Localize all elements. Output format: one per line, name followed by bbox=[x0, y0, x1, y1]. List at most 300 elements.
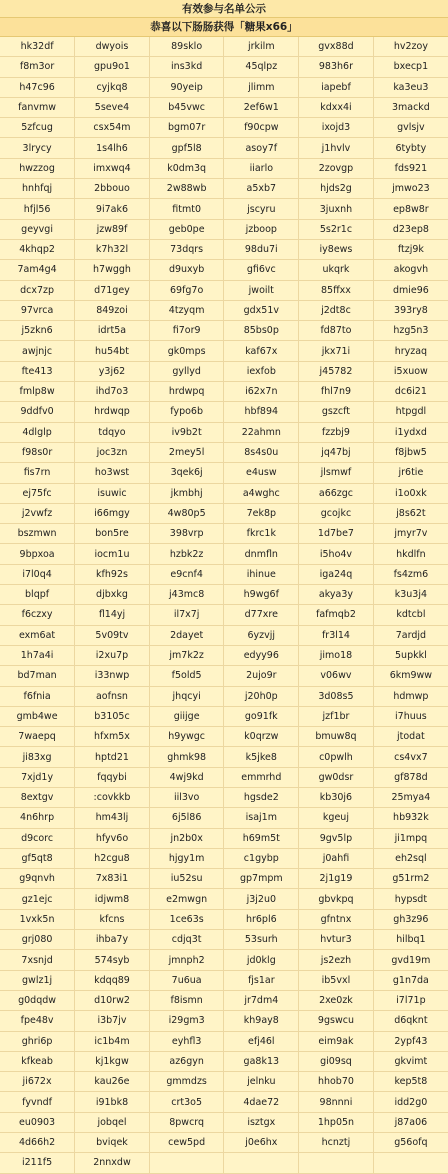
winner-id-cell: hfjl56 bbox=[0, 199, 75, 219]
winner-id-cell: hcnztj bbox=[299, 1133, 374, 1153]
winner-id-cell: 7xjd1y bbox=[0, 767, 75, 787]
winner-id-cell: hvtur3 bbox=[299, 930, 374, 950]
winner-id-cell: ftzj9k bbox=[373, 239, 448, 259]
winner-id-cell: gw0dsr bbox=[299, 767, 374, 787]
winner-id-cell: eyhfl3 bbox=[149, 1031, 224, 1051]
winner-id-cell: i33nwp bbox=[75, 666, 150, 686]
winner-id-cell: ihba7y bbox=[75, 930, 150, 950]
table-row bbox=[0, 990, 448, 1010]
winner-id-cell: gvx88d bbox=[299, 37, 374, 57]
winner-id-cell: akogvh bbox=[373, 260, 448, 280]
table-row bbox=[0, 260, 448, 280]
winner-id-cell: gfi6vc bbox=[224, 260, 299, 280]
winner-id-cell: dc6i21 bbox=[373, 382, 448, 402]
winner-id-cell: 9bpxoa bbox=[0, 544, 75, 564]
winner-id-cell: iexfob bbox=[224, 361, 299, 381]
winner-id-cell: i5ho4v bbox=[299, 544, 374, 564]
winner-id-cell: jelnku bbox=[224, 1072, 299, 1092]
table-row bbox=[0, 483, 448, 503]
winner-id-cell: 4dae72 bbox=[224, 1092, 299, 1112]
table-row bbox=[0, 321, 448, 341]
winner-id-cell: iu52su bbox=[149, 869, 224, 889]
winner-id-cell: hgsde2 bbox=[224, 787, 299, 807]
winner-id-cell: 2zovgp bbox=[299, 158, 374, 178]
winner-id-cell: h69m5t bbox=[224, 828, 299, 848]
table-row bbox=[0, 422, 448, 442]
winner-id-cell: 7u6ua bbox=[149, 970, 224, 990]
table-row bbox=[0, 219, 448, 239]
winner-id-cell: 2j1g19 bbox=[299, 869, 374, 889]
winner-id-cell: kfh92s bbox=[75, 564, 150, 584]
winner-id-cell: fds921 bbox=[373, 158, 448, 178]
winner-id-cell: hfxm5x bbox=[75, 727, 150, 747]
winner-id-cell: a4wghc bbox=[224, 483, 299, 503]
winner-id-cell: eh2sql bbox=[373, 848, 448, 868]
winner-id-cell: hypsdt bbox=[373, 889, 448, 909]
winner-id-cell: hilbq1 bbox=[373, 930, 448, 950]
winner-id-cell: cyjkq8 bbox=[75, 77, 150, 97]
winner-id-cell: i66mgy bbox=[75, 503, 150, 523]
winner-id-cell: geyvgi bbox=[0, 219, 75, 239]
winner-id-cell: hb932k bbox=[373, 808, 448, 828]
winner-id-cell: fr3l14 bbox=[299, 625, 374, 645]
winner-id-cell: iv9b2t bbox=[149, 422, 224, 442]
winner-id-cell: k0dm3q bbox=[149, 158, 224, 178]
winner-id-cell: fjs1ar bbox=[224, 970, 299, 990]
winner-id-cell: h2cgu8 bbox=[75, 848, 150, 868]
winner-id-cell: 5upkkl bbox=[373, 645, 448, 665]
winner-id-cell: ej75fc bbox=[0, 483, 75, 503]
winner-id-cell: emmrhd bbox=[224, 767, 299, 787]
winner-id-cell: 3lrycy bbox=[0, 138, 75, 158]
winner-id-cell: jimo18 bbox=[299, 645, 374, 665]
winner-id-cell: g56ofq bbox=[373, 1133, 448, 1153]
winner-id-cell: h47c96 bbox=[0, 77, 75, 97]
winner-id-cell: i1ydxd bbox=[373, 422, 448, 442]
winner-id-cell: dwyois bbox=[75, 37, 150, 57]
winner-id-cell: hnhfqj bbox=[0, 179, 75, 199]
winner-id-cell: j2dt8c bbox=[299, 300, 374, 320]
winner-id-cell: hu54bt bbox=[75, 341, 150, 361]
winner-id-cell: g0dqdw bbox=[0, 990, 75, 1010]
winner-id-cell: fs4zm6 bbox=[373, 564, 448, 584]
winner-id-cell: fis7rn bbox=[0, 463, 75, 483]
winner-id-cell: cdjq3t bbox=[149, 930, 224, 950]
winner-id-cell: jd0klg bbox=[224, 950, 299, 970]
table-row bbox=[0, 848, 448, 868]
winner-id-cell: jn2b0x bbox=[149, 828, 224, 848]
winner-id-cell: 983h6r bbox=[299, 57, 374, 77]
winner-id-cell: crt3o5 bbox=[149, 1092, 224, 1112]
winner-id-cell: iocm1u bbox=[75, 544, 150, 564]
table-row bbox=[0, 179, 448, 199]
winner-id-cell: ji83xg bbox=[0, 747, 75, 767]
winner-id-cell: d23ep8 bbox=[373, 219, 448, 239]
winner-id-cell: jscyru bbox=[224, 199, 299, 219]
winner-id-cell: kfcns bbox=[75, 909, 150, 929]
winner-id-cell: ga8k13 bbox=[224, 1051, 299, 1071]
winner-id-cell: 8pwcrq bbox=[149, 1112, 224, 1132]
winner-id-cell: j1hvlv bbox=[299, 138, 374, 158]
winner-id-cell: hrdwpq bbox=[149, 382, 224, 402]
winner-id-cell: 2ypf43 bbox=[373, 1031, 448, 1051]
table-row bbox=[0, 828, 448, 848]
winner-id-cell: gcojkc bbox=[299, 503, 374, 523]
winner-id-cell: jm7k2z bbox=[149, 645, 224, 665]
winner-id-cell: dnmfln bbox=[224, 544, 299, 564]
winner-id-cell: hzbk2z bbox=[149, 544, 224, 564]
table-row bbox=[0, 239, 448, 259]
table-row bbox=[0, 585, 448, 605]
winner-id-cell: 4tzyqm bbox=[149, 300, 224, 320]
winner-id-cell: jtodat bbox=[373, 727, 448, 747]
winner-id-cell: awjnjc bbox=[0, 341, 75, 361]
winner-id-cell: g51rm2 bbox=[373, 869, 448, 889]
winner-id-cell: jlsmwf bbox=[299, 463, 374, 483]
winner-id-cell: fte413 bbox=[0, 361, 75, 381]
winner-id-cell: jzboop bbox=[224, 219, 299, 239]
winner-id-cell: 90yeip bbox=[149, 77, 224, 97]
winner-id-cell: cew5pd bbox=[149, 1133, 224, 1153]
table-row bbox=[0, 118, 448, 138]
winner-id-cell: jzw89f bbox=[75, 219, 150, 239]
winner-id-cell: ka3eu3 bbox=[373, 77, 448, 97]
winner-id-cell: ihd7o3 bbox=[75, 382, 150, 402]
winner-id-cell: a66zgc bbox=[299, 483, 374, 503]
winner-id-cell: f6czxy bbox=[0, 605, 75, 625]
winner-id-cell: 45qlpz bbox=[224, 57, 299, 77]
table-row bbox=[0, 564, 448, 584]
winner-id-cell: i29gm3 bbox=[149, 1011, 224, 1031]
winner-id-cell: isaj1m bbox=[224, 808, 299, 828]
winner-id-cell: hv2zoy bbox=[373, 37, 448, 57]
winner-id-cell: kdtcbl bbox=[373, 605, 448, 625]
table-row bbox=[0, 970, 448, 990]
winner-id-cell: hfyv6o bbox=[75, 828, 150, 848]
winner-id-cell: k5jke8 bbox=[224, 747, 299, 767]
table-row bbox=[0, 1072, 448, 1092]
winner-id-cell: i62x7n bbox=[224, 382, 299, 402]
winner-id-cell bbox=[149, 1153, 224, 1173]
winner-id-cell: 4w80p5 bbox=[149, 503, 224, 523]
winner-id-cell: e9cnf4 bbox=[149, 564, 224, 584]
table-row bbox=[0, 645, 448, 665]
table-row bbox=[0, 1112, 448, 1132]
winner-id-cell: fpe48v bbox=[0, 1011, 75, 1031]
winner-id-cell: 849zoi bbox=[75, 300, 150, 320]
winner-id-cell: fl14yj bbox=[75, 605, 150, 625]
winner-id-cell: fanvmw bbox=[0, 97, 75, 117]
winner-id-cell: hwzzog bbox=[0, 158, 75, 178]
winner-id-cell: 73dqrs bbox=[149, 239, 224, 259]
winner-id-cell: geb0pe bbox=[149, 219, 224, 239]
winner-id-cell: d6qknt bbox=[373, 1011, 448, 1031]
table-row bbox=[0, 605, 448, 625]
winner-id-cell: 98nnni bbox=[299, 1092, 374, 1112]
winner-id-cell: e4usw bbox=[224, 463, 299, 483]
winner-id-cell: kaf67x bbox=[224, 341, 299, 361]
winner-id-cell: gyllyd bbox=[149, 361, 224, 381]
winner-id-cell: g9qnvh bbox=[0, 869, 75, 889]
winner-id-cell: gkvimt bbox=[373, 1051, 448, 1071]
winner-id-cell: d9uxyb bbox=[149, 260, 224, 280]
winner-id-cell: c1gybp bbox=[224, 848, 299, 868]
winner-id-cell: 2ujo9r bbox=[224, 666, 299, 686]
winner-id-cell: bxecp1 bbox=[373, 57, 448, 77]
winner-id-cell: j43mc8 bbox=[149, 585, 224, 605]
winner-id-cell: 1vxk5n bbox=[0, 909, 75, 929]
winner-id-cell: fmlp8w bbox=[0, 382, 75, 402]
winner-id-cell: 89sklo bbox=[149, 37, 224, 57]
winner-id-cell: blqpf bbox=[0, 585, 75, 605]
winner-id-cell: 7x83i1 bbox=[75, 869, 150, 889]
winner-id-cell: f8jbw5 bbox=[373, 442, 448, 462]
table-row bbox=[0, 442, 448, 462]
winner-id-cell: fypo6b bbox=[149, 402, 224, 422]
winner-id-cell: a5xb7 bbox=[224, 179, 299, 199]
winner-id-cell: 85bs0p bbox=[224, 321, 299, 341]
winner-id-cell: bon5re bbox=[75, 524, 150, 544]
winner-id-cell: b45vwc bbox=[149, 97, 224, 117]
winner-id-cell: 85ffxx bbox=[299, 280, 374, 300]
winner-id-cell: hm43lj bbox=[75, 808, 150, 828]
winner-id-cell: 8s4s0u bbox=[224, 442, 299, 462]
winner-id-cell: edyy96 bbox=[224, 645, 299, 665]
winner-id-cell: 5s2r1c bbox=[299, 219, 374, 239]
winner-id-cell: iga24q bbox=[299, 564, 374, 584]
winner-table-body bbox=[0, 37, 448, 1173]
winner-id-cell: 7ardjd bbox=[373, 625, 448, 645]
winner-id-cell: eu0903 bbox=[0, 1112, 75, 1132]
table-row bbox=[0, 37, 448, 57]
winner-id-cell: 2ef6w1 bbox=[224, 97, 299, 117]
winner-id-cell: k0qrzw bbox=[224, 727, 299, 747]
winner-id-cell bbox=[373, 1153, 448, 1173]
winner-id-cell: bviqek bbox=[75, 1133, 150, 1153]
winner-id-cell: 2mey5l bbox=[149, 442, 224, 462]
winner-table bbox=[0, 37, 448, 1174]
winner-id-cell: bd7man bbox=[0, 666, 75, 686]
winner-id-cell: 98du7i bbox=[224, 239, 299, 259]
winner-id-cell: i211f5 bbox=[0, 1153, 75, 1173]
table-row bbox=[0, 361, 448, 381]
winner-id-cell: v06wv bbox=[299, 666, 374, 686]
winner-id-cell: ihinue bbox=[224, 564, 299, 584]
table-row bbox=[0, 706, 448, 726]
winner-id-cell: hdmwp bbox=[373, 686, 448, 706]
winner-id-cell: jr7dm4 bbox=[224, 990, 299, 1010]
winner-id-cell: y3j62 bbox=[75, 361, 150, 381]
table-row bbox=[0, 808, 448, 828]
winner-id-cell: ho3wst bbox=[75, 463, 150, 483]
table-row bbox=[0, 1031, 448, 1051]
winner-id-cell: kau26e bbox=[75, 1072, 150, 1092]
winner-id-cell: iy8ews bbox=[299, 239, 374, 259]
winner-id-cell: 22ahmn bbox=[224, 422, 299, 442]
table-row bbox=[0, 544, 448, 564]
winner-id-cell: 7am4g4 bbox=[0, 260, 75, 280]
winner-id-cell: 1h7a4i bbox=[0, 645, 75, 665]
table-row bbox=[0, 341, 448, 361]
winner-id-cell: 3qek6j bbox=[149, 463, 224, 483]
winner-id-cell: f8ismn bbox=[149, 990, 224, 1010]
winner-id-cell: 7ek8p bbox=[224, 503, 299, 523]
table-row bbox=[0, 382, 448, 402]
winner-id-cell: iil3vo bbox=[149, 787, 224, 807]
winner-id-cell: grj080 bbox=[0, 930, 75, 950]
winner-id-cell: 9gv5lp bbox=[299, 828, 374, 848]
winner-id-cell: aofnsn bbox=[75, 686, 150, 706]
winner-id-cell: jwoilt bbox=[224, 280, 299, 300]
winner-id-cell: 4dlglp bbox=[0, 422, 75, 442]
winner-id-cell: gpf5l8 bbox=[149, 138, 224, 158]
table-row bbox=[0, 787, 448, 807]
winner-id-cell: asoy7f bbox=[224, 138, 299, 158]
winner-id-cell: i7huus bbox=[373, 706, 448, 726]
winner-id-cell: i2xu7p bbox=[75, 645, 150, 665]
winner-id-cell: gvd19m bbox=[373, 950, 448, 970]
winner-id-cell: kj1kgw bbox=[75, 1051, 150, 1071]
winner-id-cell: jobqel bbox=[75, 1112, 150, 1132]
winner-id-cell: hbf894 bbox=[224, 402, 299, 422]
winner-id-cell: bszmwn bbox=[0, 524, 75, 544]
winner-id-cell: fzzbj9 bbox=[299, 422, 374, 442]
winner-id-cell: iapebf bbox=[299, 77, 374, 97]
table-row bbox=[0, 57, 448, 77]
table-row bbox=[0, 503, 448, 523]
winner-id-cell: gz1ejc bbox=[0, 889, 75, 909]
winner-id-cell: hzg5n3 bbox=[373, 321, 448, 341]
winner-id-cell: imxwq4 bbox=[75, 158, 150, 178]
winner-id-cell: jrkilm bbox=[224, 37, 299, 57]
winner-id-cell: j0e6hx bbox=[224, 1133, 299, 1153]
winner-id-cell: 5zfcug bbox=[0, 118, 75, 138]
winner-id-cell: idjwm8 bbox=[75, 889, 150, 909]
winner-id-cell: jlimm bbox=[224, 77, 299, 97]
table-row bbox=[0, 889, 448, 909]
winner-id-cell: :covkkb bbox=[75, 787, 150, 807]
winner-id-cell: hrdwqp bbox=[75, 402, 150, 422]
winner-id-cell: i91bk8 bbox=[75, 1092, 150, 1112]
winner-id-cell: 9gswcu bbox=[299, 1011, 374, 1031]
winner-id-cell: j2vwfz bbox=[0, 503, 75, 523]
winner-id-cell: gbvkpq bbox=[299, 889, 374, 909]
table-row bbox=[0, 767, 448, 787]
winner-id-cell: gh3z96 bbox=[373, 909, 448, 929]
winner-id-cell: djbxkg bbox=[75, 585, 150, 605]
winner-id-cell: efj46l bbox=[224, 1031, 299, 1051]
winner-id-cell: 5v09tv bbox=[75, 625, 150, 645]
winner-id-cell: cs4vx7 bbox=[373, 747, 448, 767]
winner-id-cell: gk0mps bbox=[149, 341, 224, 361]
winner-id-cell: csx54m bbox=[75, 118, 150, 138]
winner-id-cell: d10rw2 bbox=[75, 990, 150, 1010]
table-row bbox=[0, 138, 448, 158]
winner-id-cell: eim9ak bbox=[299, 1031, 374, 1051]
winner-id-cell: gmb4we bbox=[0, 706, 75, 726]
winner-id-cell: f90cpw bbox=[224, 118, 299, 138]
winner-id-cell: giijge bbox=[149, 706, 224, 726]
winner-id-cell: g1n7da bbox=[373, 970, 448, 990]
winner-id-cell: joc3zn bbox=[75, 442, 150, 462]
winner-id-cell: k3u3j4 bbox=[373, 585, 448, 605]
table-row bbox=[0, 1153, 448, 1173]
winner-id-cell: hkdlfn bbox=[373, 544, 448, 564]
winner-id-cell: 9i7ak6 bbox=[75, 199, 150, 219]
winner-id-cell: bmuw8q bbox=[299, 727, 374, 747]
winner-id-cell: il7x7j bbox=[149, 605, 224, 625]
table-row bbox=[0, 1051, 448, 1071]
winner-id-cell: kep5t8 bbox=[373, 1072, 448, 1092]
winner-id-cell: k7h32l bbox=[75, 239, 150, 259]
winner-id-cell: 1ce63s bbox=[149, 909, 224, 929]
winner-id-cell: fkrc1k bbox=[224, 524, 299, 544]
winner-id-cell: e2mwgn bbox=[149, 889, 224, 909]
winner-id-cell: j87a06 bbox=[373, 1112, 448, 1132]
winner-id-cell: d77xre bbox=[224, 605, 299, 625]
winner-id-cell: ib5vxl bbox=[299, 970, 374, 990]
winner-id-cell: h9ywgc bbox=[149, 727, 224, 747]
winner-id-cell: gf878d bbox=[373, 767, 448, 787]
prize-subtitle: 恭喜以下肠肠获得「糖果x66」 bbox=[0, 18, 448, 37]
winner-id-cell: 3d08s5 bbox=[299, 686, 374, 706]
table-row bbox=[0, 199, 448, 219]
winner-id-cell: 4d66h2 bbox=[0, 1133, 75, 1153]
winner-id-cell: 398vrp bbox=[149, 524, 224, 544]
winner-id-cell: f8m3or bbox=[0, 57, 75, 77]
winner-id-cell: idrt5a bbox=[75, 321, 150, 341]
winner-id-cell: fafmqb2 bbox=[299, 605, 374, 625]
winner-id-cell: hk32df bbox=[0, 37, 75, 57]
winner-id-cell: 97vrca bbox=[0, 300, 75, 320]
winner-id-cell: az6gyn bbox=[149, 1051, 224, 1071]
winner-id-cell: 25mya4 bbox=[373, 787, 448, 807]
winner-id-cell: gwlz1j bbox=[0, 970, 75, 990]
winner-id-cell: j5zkn6 bbox=[0, 321, 75, 341]
winner-id-cell: ep8w8r bbox=[373, 199, 448, 219]
winner-id-cell: gmmdzs bbox=[149, 1072, 224, 1092]
table-row bbox=[0, 1133, 448, 1153]
table-row bbox=[0, 1011, 448, 1031]
winner-id-cell: gdx51v bbox=[224, 300, 299, 320]
winner-id-cell: 2nnxdw bbox=[75, 1153, 150, 1173]
winner-id-cell: 1s4lh6 bbox=[75, 138, 150, 158]
winner-id-cell: fi7or9 bbox=[149, 321, 224, 341]
table-row bbox=[0, 747, 448, 767]
winner-id-cell: hryzaq bbox=[373, 341, 448, 361]
winner-id-cell: fhl7n9 bbox=[299, 382, 374, 402]
winner-id-cell: hjds2g bbox=[299, 179, 374, 199]
winner-id-cell: 5seve4 bbox=[75, 97, 150, 117]
winner-id-cell: ixojd3 bbox=[299, 118, 374, 138]
winner-id-cell: ghmk98 bbox=[149, 747, 224, 767]
winner-id-cell: jr6tie bbox=[373, 463, 448, 483]
winner-id-cell: 69fg7o bbox=[149, 280, 224, 300]
winner-id-cell: go91fk bbox=[224, 706, 299, 726]
winner-id-cell: 6j5l86 bbox=[149, 808, 224, 828]
winner-id-cell: h7wggh bbox=[75, 260, 150, 280]
winner-id-cell: jmyr7v bbox=[373, 524, 448, 544]
table-row bbox=[0, 666, 448, 686]
winner-id-cell: jhqcyi bbox=[149, 686, 224, 706]
winner-id-cell: i3b7jv bbox=[75, 1011, 150, 1031]
winner-id-cell: 6yzvjj bbox=[224, 625, 299, 645]
winner-id-cell: 6tybty bbox=[373, 138, 448, 158]
winner-id-cell: ghri6p bbox=[0, 1031, 75, 1051]
winner-id-cell: ji672x bbox=[0, 1072, 75, 1092]
winner-id-cell: js2ezh bbox=[299, 950, 374, 970]
winner-id-cell: f5old5 bbox=[149, 666, 224, 686]
